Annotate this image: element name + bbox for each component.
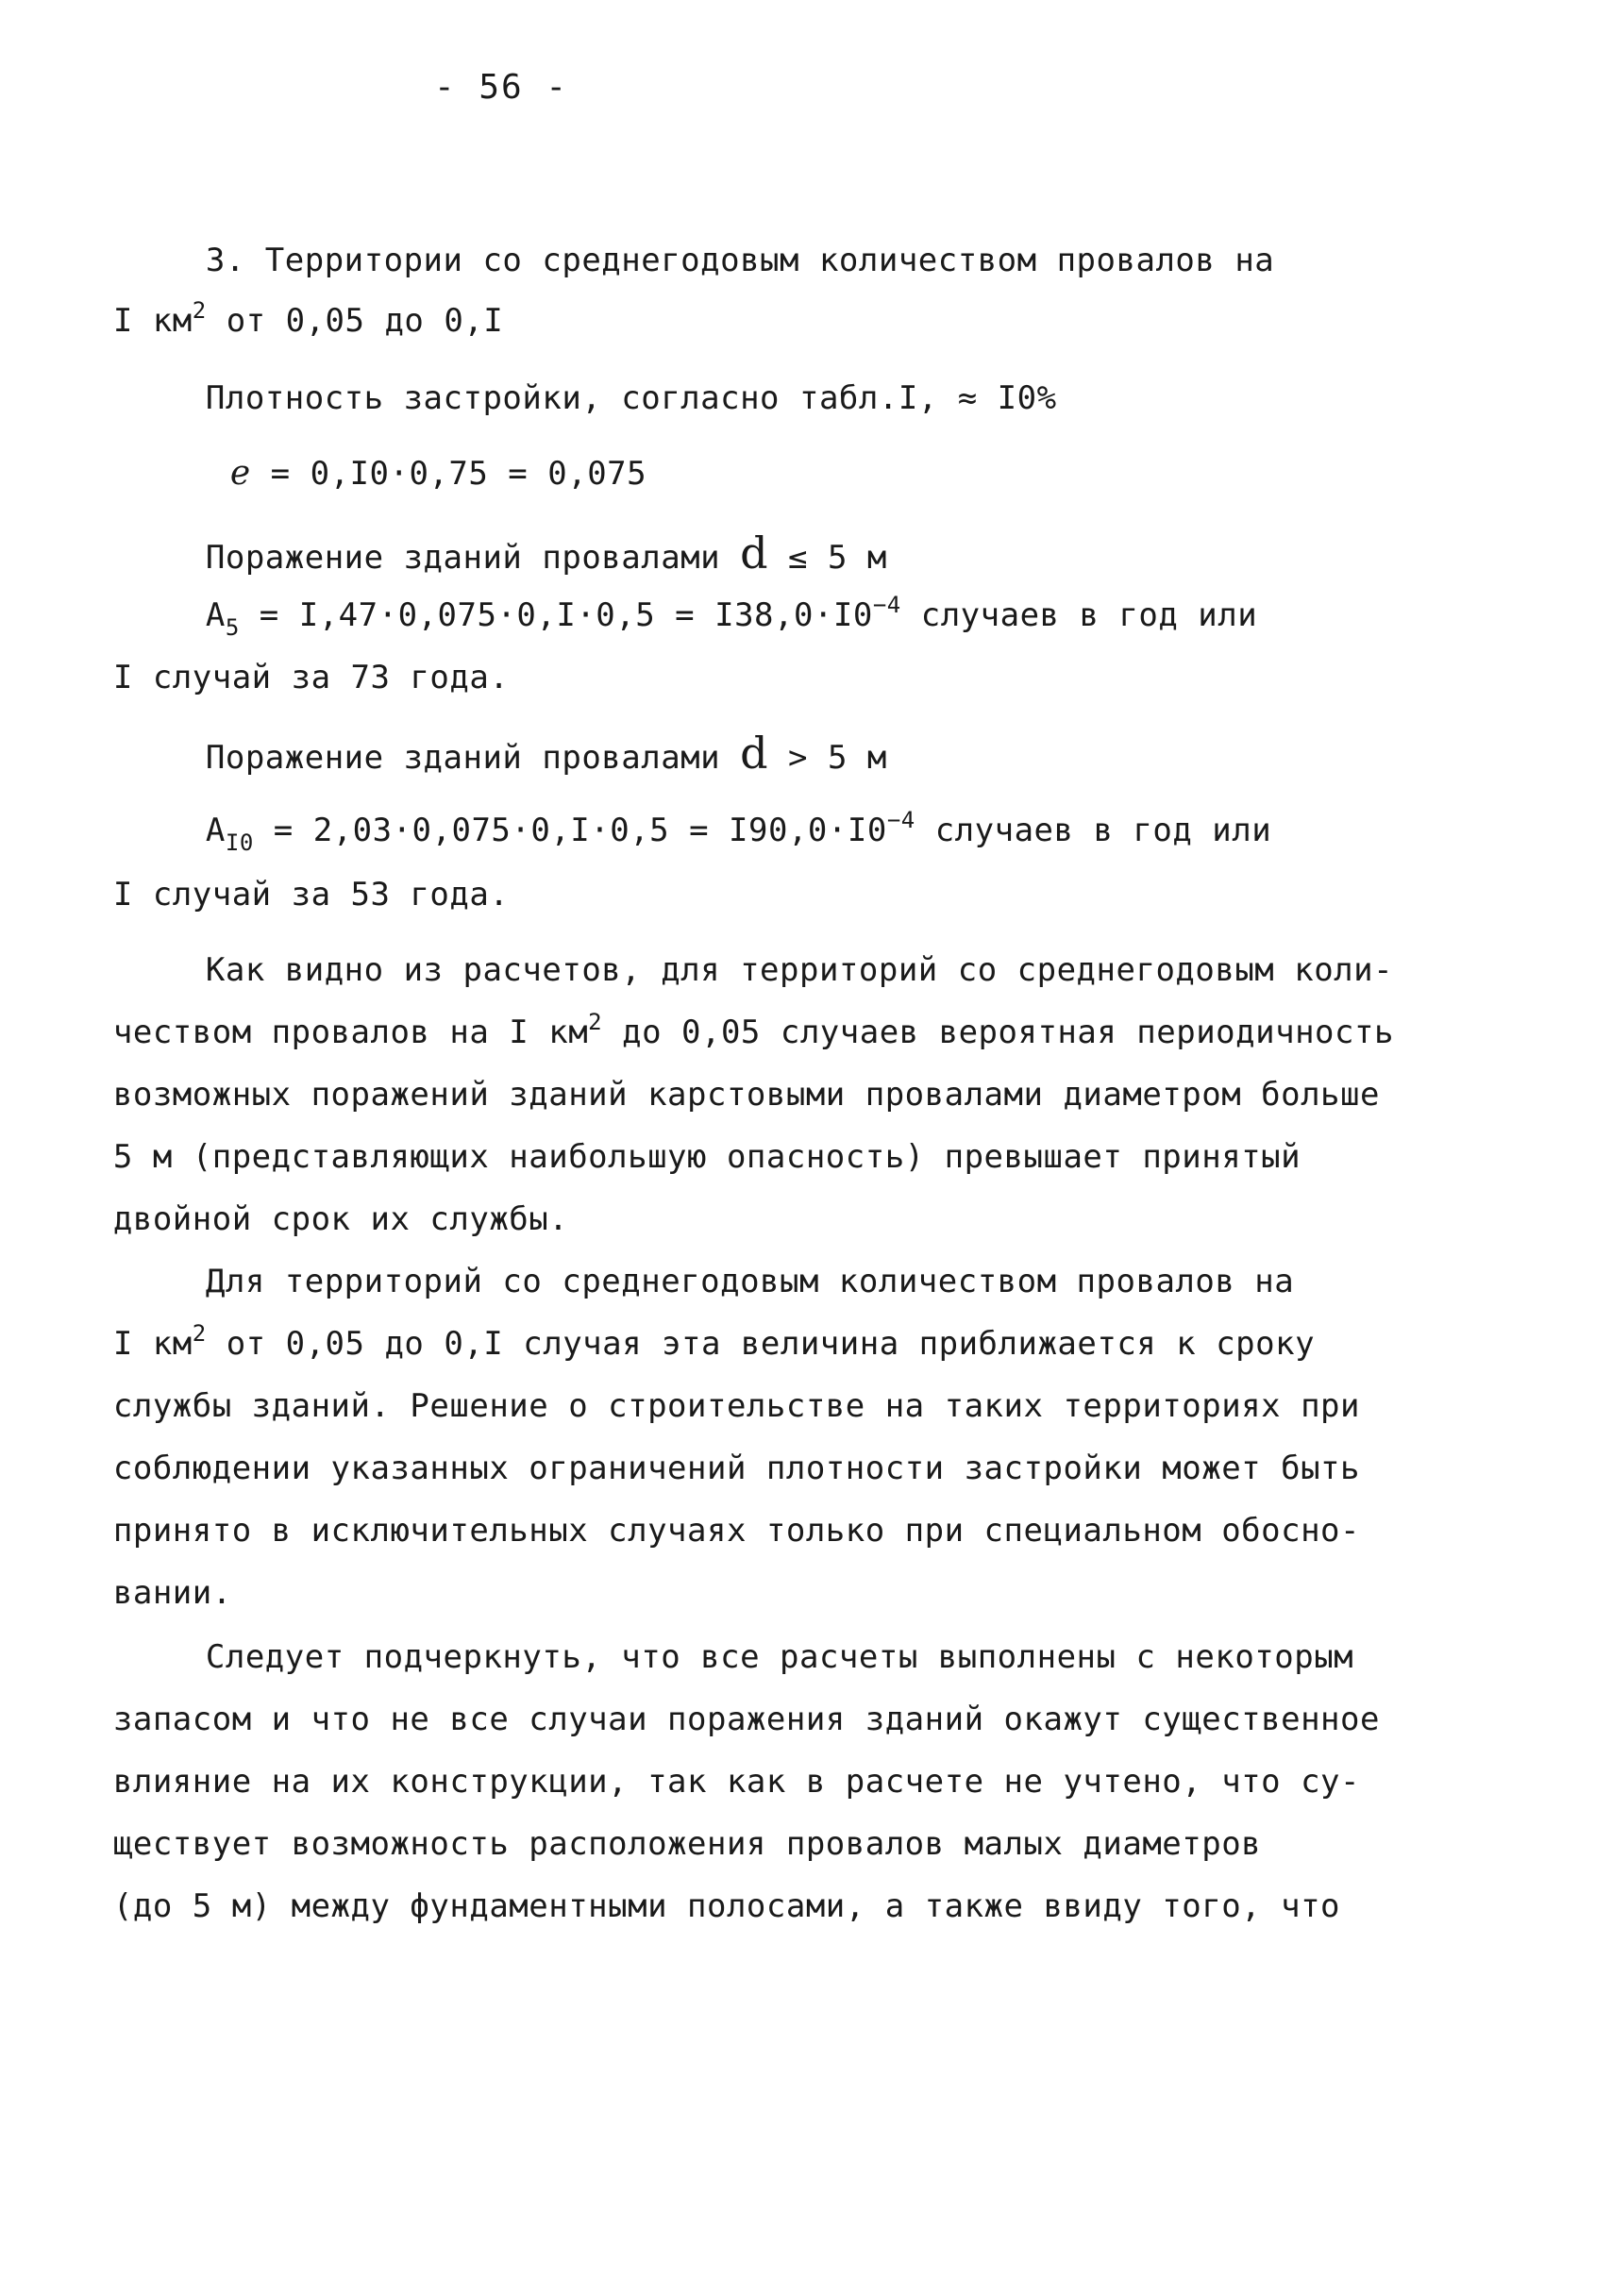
text: Поражение зданий провалами [205, 739, 741, 777]
d-symbol: d [740, 728, 769, 779]
superscript: 2 [588, 1009, 603, 1035]
text: от 0,05 до 0,I [206, 302, 504, 340]
text: службы зданий. Решение о строительстве на таких территориях при [112, 1387, 1360, 1425]
para2-line-5 [34, 1474, 1360, 1587]
text: Плотность застройки, согласно табл.I, ≈ I0% [205, 379, 1057, 417]
para3-line-5 [34, 1850, 1340, 1963]
page-number: - 56 - [434, 68, 569, 107]
text: запасом и что не все случаи поражения зданий окажут существенное [112, 1701, 1380, 1738]
text: чеством провалов на I км [112, 1014, 589, 1051]
text: соблюдении указанных ограничений плотности застройки может быть [112, 1450, 1360, 1487]
superscript: −4 [872, 592, 901, 618]
e-symbol: e [229, 454, 251, 493]
d-symbol: d [740, 528, 769, 578]
text: 3. Территории со среднегодовым количеством провалов на [205, 242, 1275, 279]
text: = I,47·0,075·0,I·0,5 = I38,0·I0 [239, 596, 873, 634]
text: возможных поражений зданий карстовыми провалами диаметром больше [112, 1076, 1380, 1114]
text: > 5 м [768, 739, 887, 777]
subscript: I0 [225, 830, 254, 856]
superscript: −4 [886, 807, 915, 833]
text: = 0,I0·0,75 = 0,075 [250, 455, 647, 493]
text: Следует подчеркнуть, что все расчеты выполнены с некоторым [205, 1638, 1354, 1676]
text: случаев в год или [915, 812, 1272, 849]
text: ществует возможность расположения провалов малых диаметров [112, 1825, 1262, 1863]
text: 5 м (представляющих наибольшую опасность) превышает принятый [112, 1138, 1301, 1176]
subscript: 5 [225, 614, 240, 641]
text: Как видно из расчетов, для территорий со среднегодовым коли- [205, 951, 1394, 989]
text: вании. [112, 1574, 232, 1612]
text: от 0,05 до 0,I случая эта величина приближается к сроку [206, 1325, 1316, 1363]
text: (до 5 м) между фундаментными полосами, а также ввиду того, что [112, 1887, 1341, 1925]
text: случаев в год или [900, 596, 1258, 634]
text: принято в исключительных случаях только при специальном обосно- [112, 1512, 1360, 1550]
text: Для территорий со среднегодовым количеством провалов на [205, 1263, 1295, 1300]
a-symbol: A [205, 596, 226, 634]
text: Поражение зданий провалами [205, 539, 741, 577]
text: = 2,03·0,075·0,I·0,5 = I90,0·I0 [253, 812, 887, 849]
text: влияние на их конструкции, так как в расчете не учтено, что су- [112, 1763, 1360, 1801]
text: I км [112, 1325, 193, 1363]
text: I случай за 73 года. [112, 659, 510, 696]
a-symbol: A [205, 812, 226, 849]
superscript: 2 [192, 1320, 207, 1347]
superscript: 2 [192, 297, 207, 324]
text: ≤ 5 м [768, 539, 887, 577]
text: I случай за 53 года. [112, 876, 510, 913]
text: I км [112, 302, 193, 340]
text: до 0,05 случаев вероятная периодичность [602, 1014, 1394, 1051]
text: двойной срок их службы. [112, 1200, 569, 1238]
